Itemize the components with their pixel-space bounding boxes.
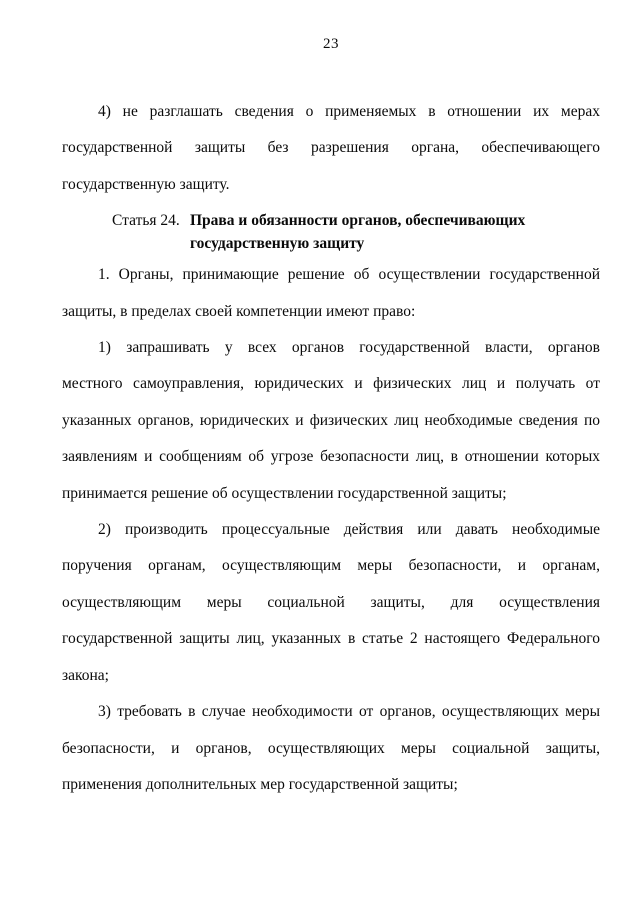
article-heading [112,209,600,255]
paragraph-line: местного самоуправления, юридических и физических лиц и получать от [62,375,600,393]
paragraph [62,694,600,803]
document-content [62,94,600,803]
paragraph-line: 4) не разглашать сведения о применяемых в отношении их мерах [98,103,600,120]
paragraph-line: государственную защиту. [62,175,230,193]
page-number: 23 [323,36,339,52]
paragraph-line: защиты, в пределах своей компетенции имеют право: [62,302,416,320]
article-title [190,209,525,255]
paragraph-line: указанных органов, юридических и физических лиц необходимые сведения по [62,411,600,429]
article-number: Статья 24. [112,212,180,230]
paragraph-line: принимается решение об осуществлении государственной защиты; [62,484,507,502]
paragraph-line: 2) производить процессуальные действия или давать необходимые [98,521,600,539]
paragraph [62,512,600,694]
paragraph-line: государственной защиты без разрешения органа, обеспечивающего [62,139,600,157]
paragraph-line: закона; [62,666,109,684]
article-title-line: государственную защиту [190,235,365,253]
article-title-line: Права и обязанности органов, обеспечивающих [190,212,526,230]
paragraph-line: 3) требовать в случае необходимости от органов, осуществляющих меры [98,703,600,721]
paragraph-line: 1) запрашивать у всех органов государственной власти, органов [98,339,600,357]
paragraph [62,257,600,330]
paragraph-line: осуществляющим меры социальной защиты, для осуществления [62,593,600,611]
paragraph-line: заявлениям и сообщениям об угрозе безопасности лиц, в отношении которых [62,448,600,466]
paragraph [62,330,600,512]
paragraph-line: поручения органам, осуществляющим меры безопасности, и органам, [62,557,600,575]
paragraph-line: 1. Органы, принимающие решение об осуществлении государственной [98,266,600,284]
paragraph-line: государственной защиты лиц, указанных в статье 2 настоящего Федерального [62,630,600,648]
paragraph-line: применения дополнительных мер государственной защиты; [62,775,458,793]
paragraph [62,94,600,203]
paragraph-line: безопасности, и органов, осуществляющих меры социальной защиты, [62,739,600,757]
